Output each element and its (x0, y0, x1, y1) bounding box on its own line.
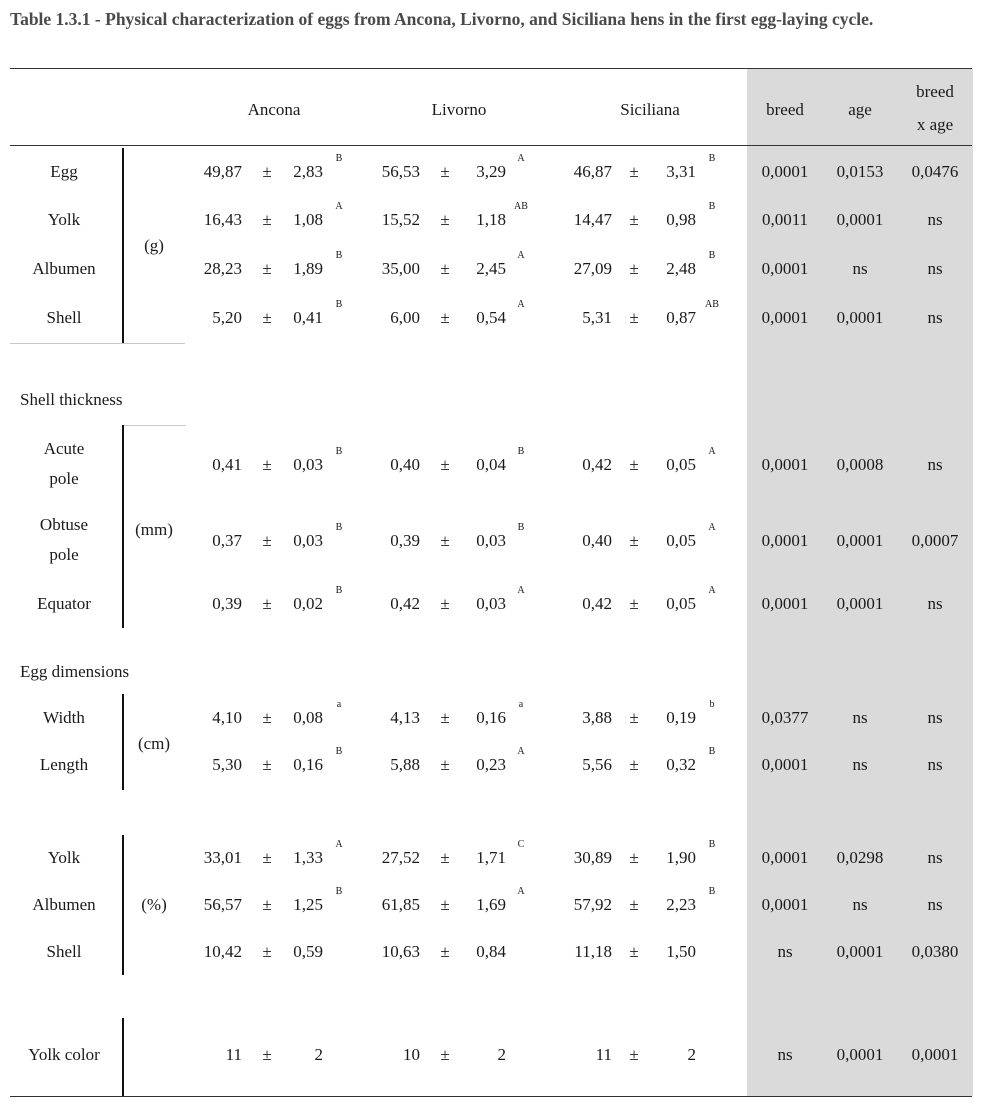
significance-letter: A (335, 839, 343, 850)
p-value: 0,0007 (911, 531, 959, 550)
significance-letter: A (517, 746, 525, 757)
plus-minus-sign: ± (629, 895, 639, 914)
sd-value: 0,03 (476, 531, 506, 550)
significance-letter: A (517, 250, 525, 261)
sd-value: 0,03 (293, 455, 323, 474)
plus-minus-sign: ± (262, 594, 272, 613)
plus-minus-sign: ± (262, 708, 272, 727)
row-label: Shell (46, 942, 82, 961)
plus-minus-sign: ± (440, 531, 450, 550)
column-header-breed-x-age-line1: breed (916, 82, 954, 101)
significance-letter: B (335, 250, 343, 261)
significance-letter: B (517, 522, 525, 533)
row-label: Egg (50, 162, 78, 181)
significance-letter: B (708, 839, 716, 850)
p-value: 0,0380 (911, 942, 959, 961)
p-value: 0,0001 (761, 531, 809, 550)
mean-value: 11 (225, 1045, 242, 1064)
mean-value: 49,87 (203, 162, 242, 181)
significance-letter: AB (514, 201, 528, 212)
sd-value: 2,48 (666, 259, 696, 278)
sd-value: 2 (497, 1045, 506, 1064)
p-value: 0,0001 (761, 308, 809, 327)
significance-letter: A (517, 153, 525, 164)
row-label: pole (49, 545, 79, 564)
sd-value: 0,08 (293, 708, 323, 727)
p-value: ns (927, 259, 943, 278)
column-header-ancona: Ancona (247, 100, 301, 119)
p-value: 0,0001 (836, 210, 884, 229)
mean-value: 46,87 (573, 162, 612, 181)
sd-value: 3,31 (666, 162, 696, 181)
plus-minus-sign: ± (440, 308, 450, 327)
p-value: 0,0298 (836, 848, 884, 867)
column-header-livorno: Livorno (431, 100, 487, 119)
table-caption: Table 1.3.1 - Physical characterization of eggs from Ancona, Livorno, and Siciliana hens in the first egg-laying cycle. (10, 9, 874, 29)
mean-value: 0,39 (390, 531, 420, 550)
sd-value: 2,83 (293, 162, 323, 181)
significance-letter: B (335, 299, 343, 310)
sd-value: 1,89 (293, 259, 323, 278)
plus-minus-sign: ± (629, 162, 639, 181)
mean-value: 0,37 (212, 531, 242, 550)
mean-value: 10 (403, 1045, 420, 1064)
plus-minus-sign: ± (262, 755, 272, 774)
mean-value: 0,40 (390, 455, 420, 474)
sd-value: 0,54 (476, 308, 506, 327)
significance-letter: b (709, 699, 715, 710)
p-value: 0,0011 (761, 210, 809, 229)
plus-minus-sign: ± (440, 755, 450, 774)
plus-minus-sign: ± (440, 259, 450, 278)
row-separator (10, 343, 185, 344)
p-value: ns (927, 210, 943, 229)
plus-minus-sign: ± (629, 942, 639, 961)
plus-minus-sign: ± (440, 1045, 450, 1064)
sd-value: 0,04 (476, 455, 506, 474)
p-value: ns (927, 308, 943, 327)
plus-minus-sign: ± (262, 259, 272, 278)
sd-value: 0,41 (293, 308, 323, 327)
mean-value: 15,52 (381, 210, 420, 229)
plus-minus-sign: ± (629, 594, 639, 613)
p-value: 0,0001 (836, 308, 884, 327)
column-header-breed: breed (766, 100, 804, 119)
sd-value: 1,69 (476, 895, 506, 914)
significance-letter: A (708, 446, 716, 457)
sd-value: 2,23 (666, 895, 696, 914)
p-value: 0,0001 (836, 594, 884, 613)
row-label: Yolk (47, 848, 81, 867)
significance-letter: B (335, 446, 343, 457)
p-value: ns (777, 1045, 793, 1064)
p-value: 0,0153 (836, 162, 884, 181)
sd-value: 0,98 (666, 210, 696, 229)
p-value: ns (927, 755, 943, 774)
plus-minus-sign: ± (629, 848, 639, 867)
mean-value: 16,43 (203, 210, 242, 229)
mean-value: 30,89 (573, 848, 612, 867)
plus-minus-sign: ± (262, 455, 272, 474)
mean-value: 0,41 (212, 455, 242, 474)
significance-letter: a (336, 699, 342, 710)
mean-value: 10,42 (203, 942, 242, 961)
sd-value: 0,16 (293, 755, 323, 774)
significance-letter: a (518, 699, 524, 710)
sd-value: 1,71 (476, 848, 506, 867)
sd-value: 2,45 (476, 259, 506, 278)
row-label: Yolk (47, 210, 81, 229)
sd-value: 0,87 (666, 308, 696, 327)
p-value: ns (927, 895, 943, 914)
significance-letter: B (517, 446, 525, 457)
mean-value: 5,56 (582, 755, 612, 774)
plus-minus-sign: ± (440, 942, 450, 961)
top-rule (10, 68, 972, 69)
p-value: ns (927, 594, 943, 613)
sd-value: 0,05 (666, 455, 696, 474)
row-label: Obtuse (39, 515, 89, 534)
significance-letter: B (708, 746, 716, 757)
row-label: Equator (37, 594, 91, 613)
sd-value: 1,90 (666, 848, 696, 867)
plus-minus-sign: ± (262, 942, 272, 961)
mean-value: 57,92 (573, 895, 612, 914)
significance-letter: B (335, 585, 343, 596)
section-label-shell-thickness: Shell thickness (20, 390, 123, 409)
sd-value: 1,08 (293, 210, 323, 229)
row-label: Length (39, 755, 89, 774)
sd-value: 0,05 (666, 594, 696, 613)
p-value: 0,0001 (836, 531, 884, 550)
plus-minus-sign: ± (440, 895, 450, 914)
plus-minus-sign: ± (629, 1045, 639, 1064)
p-value: ns (777, 942, 793, 961)
mean-value: 11,18 (574, 942, 612, 961)
sd-value: 0,84 (476, 942, 506, 961)
sd-value: 0,02 (293, 594, 323, 613)
plus-minus-sign: ± (629, 755, 639, 774)
group-divider (122, 425, 124, 628)
p-value: ns (927, 848, 943, 867)
section-label-egg-dimensions: Egg dimensions (20, 662, 130, 681)
row-label: Albumen (32, 259, 96, 278)
column-header-siciliana: Siciliana (620, 100, 680, 119)
group-divider (122, 148, 124, 344)
row-separator (124, 425, 186, 426)
p-value: ns (927, 708, 943, 727)
mean-value: 0,39 (212, 594, 242, 613)
p-value: 0,0001 (836, 942, 884, 961)
plus-minus-sign: ± (629, 259, 639, 278)
plus-minus-sign: ± (262, 210, 272, 229)
p-value: 0,0001 (761, 259, 809, 278)
bottom-rule (10, 1096, 972, 1097)
plus-minus-sign: ± (262, 895, 272, 914)
column-header-breed-x-age-line2: x age (916, 115, 954, 134)
sd-value: 0,16 (476, 708, 506, 727)
row-label: Acute (43, 439, 85, 458)
p-value: 0,0001 (836, 1045, 884, 1064)
plus-minus-sign: ± (629, 708, 639, 727)
mean-value: 5,20 (212, 308, 242, 327)
plus-minus-sign: ± (440, 708, 450, 727)
plus-minus-sign: ± (440, 162, 450, 181)
plus-minus-sign: ± (629, 210, 639, 229)
unit-label-cm: (cm) (137, 734, 171, 753)
plus-minus-sign: ± (440, 210, 450, 229)
mean-value: 4,10 (212, 708, 242, 727)
row-label: Width (43, 708, 85, 727)
significance-letter: A (517, 299, 525, 310)
significance-letter: C (517, 839, 525, 850)
plus-minus-sign: ± (629, 455, 639, 474)
mean-value: 14,47 (573, 210, 612, 229)
mean-value: 28,23 (203, 259, 242, 278)
unit-label-g: (g) (144, 236, 164, 255)
sd-value: 1,25 (293, 895, 323, 914)
significance-letter: A (335, 201, 343, 212)
sd-value: 2 (687, 1045, 696, 1064)
p-value: 0,0008 (836, 455, 884, 474)
mean-value: 27,52 (381, 848, 420, 867)
plus-minus-sign: ± (440, 848, 450, 867)
unit-label-percent: (%) (141, 895, 167, 914)
p-value: ns (927, 455, 943, 474)
group-divider (122, 1018, 124, 1096)
significance-letter: B (708, 886, 716, 897)
mean-value: 5,30 (212, 755, 242, 774)
header-rule (10, 145, 972, 146)
mean-value: 10,63 (381, 942, 420, 961)
p-value: ns (852, 755, 868, 774)
p-value: ns (852, 708, 868, 727)
sd-value: 0,23 (476, 755, 506, 774)
plus-minus-sign: ± (262, 1045, 272, 1064)
plus-minus-sign: ± (629, 531, 639, 550)
significance-letter: B (335, 886, 343, 897)
unit-label-mm: (mm) (135, 520, 173, 539)
mean-value: 27,09 (573, 259, 612, 278)
mean-value: 0,42 (390, 594, 420, 613)
p-value: 0,0001 (761, 848, 809, 867)
plus-minus-sign: ± (262, 848, 272, 867)
mean-value: 6,00 (390, 308, 420, 327)
mean-value: 5,31 (582, 308, 612, 327)
significance-letter: A (517, 585, 525, 596)
significance-letter: B (335, 153, 343, 164)
significance-letter: A (708, 522, 716, 533)
significance-letter: A (708, 585, 716, 596)
sd-value: 0,19 (666, 708, 696, 727)
plus-minus-sign: ± (262, 162, 272, 181)
mean-value: 0,42 (582, 594, 612, 613)
p-value: 0,0001 (761, 162, 809, 181)
p-value: ns (852, 259, 868, 278)
significance-letter: A (517, 886, 525, 897)
mean-value: 5,88 (390, 755, 420, 774)
p-value: 0,0001 (761, 594, 809, 613)
mean-value: 11 (595, 1045, 612, 1064)
p-value: 0,0001 (761, 455, 809, 474)
mean-value: 56,57 (203, 895, 242, 914)
p-value: ns (852, 895, 868, 914)
group-divider (122, 835, 124, 975)
mean-value: 3,88 (582, 708, 612, 727)
mean-value: 35,00 (381, 259, 420, 278)
column-header-age: age (848, 100, 872, 119)
significance-letter: B (708, 153, 716, 164)
row-label: Albumen (32, 895, 96, 914)
sd-value: 0,03 (476, 594, 506, 613)
p-value: 0,0377 (761, 708, 809, 727)
mean-value: 56,53 (381, 162, 420, 181)
sd-value: 1,33 (293, 848, 323, 867)
sd-value: 0,32 (666, 755, 696, 774)
significance-letter: B (335, 522, 343, 533)
plus-minus-sign: ± (440, 594, 450, 613)
significance-letter: B (708, 250, 716, 261)
sd-value: 1,50 (666, 942, 696, 961)
p-value: 0,0001 (911, 1045, 959, 1064)
sd-value: 0,59 (293, 942, 323, 961)
p-value: 0,0476 (911, 162, 959, 181)
mean-value: 61,85 (381, 895, 420, 914)
plus-minus-sign: ± (629, 308, 639, 327)
row-label: pole (49, 469, 79, 488)
mean-value: 4,13 (390, 708, 420, 727)
sd-value: 0,05 (666, 531, 696, 550)
p-value: 0,0001 (761, 895, 809, 914)
plus-minus-sign: ± (440, 455, 450, 474)
sd-value: 2 (314, 1045, 323, 1064)
mean-value: 33,01 (203, 848, 242, 867)
significance-letter: B (335, 746, 343, 757)
mean-value: 0,40 (582, 531, 612, 550)
mean-value: 0,42 (582, 455, 612, 474)
plus-minus-sign: ± (262, 308, 272, 327)
row-label: Yolk color (28, 1045, 100, 1064)
p-value: 0,0001 (761, 755, 809, 774)
sd-value: 0,03 (293, 531, 323, 550)
significance-letter: AB (705, 299, 719, 310)
group-divider (122, 694, 124, 790)
plus-minus-sign: ± (262, 531, 272, 550)
significance-letter: B (708, 201, 716, 212)
sd-value: 3,29 (476, 162, 506, 181)
row-label: Shell (46, 308, 82, 327)
sd-value: 1,18 (476, 210, 506, 229)
